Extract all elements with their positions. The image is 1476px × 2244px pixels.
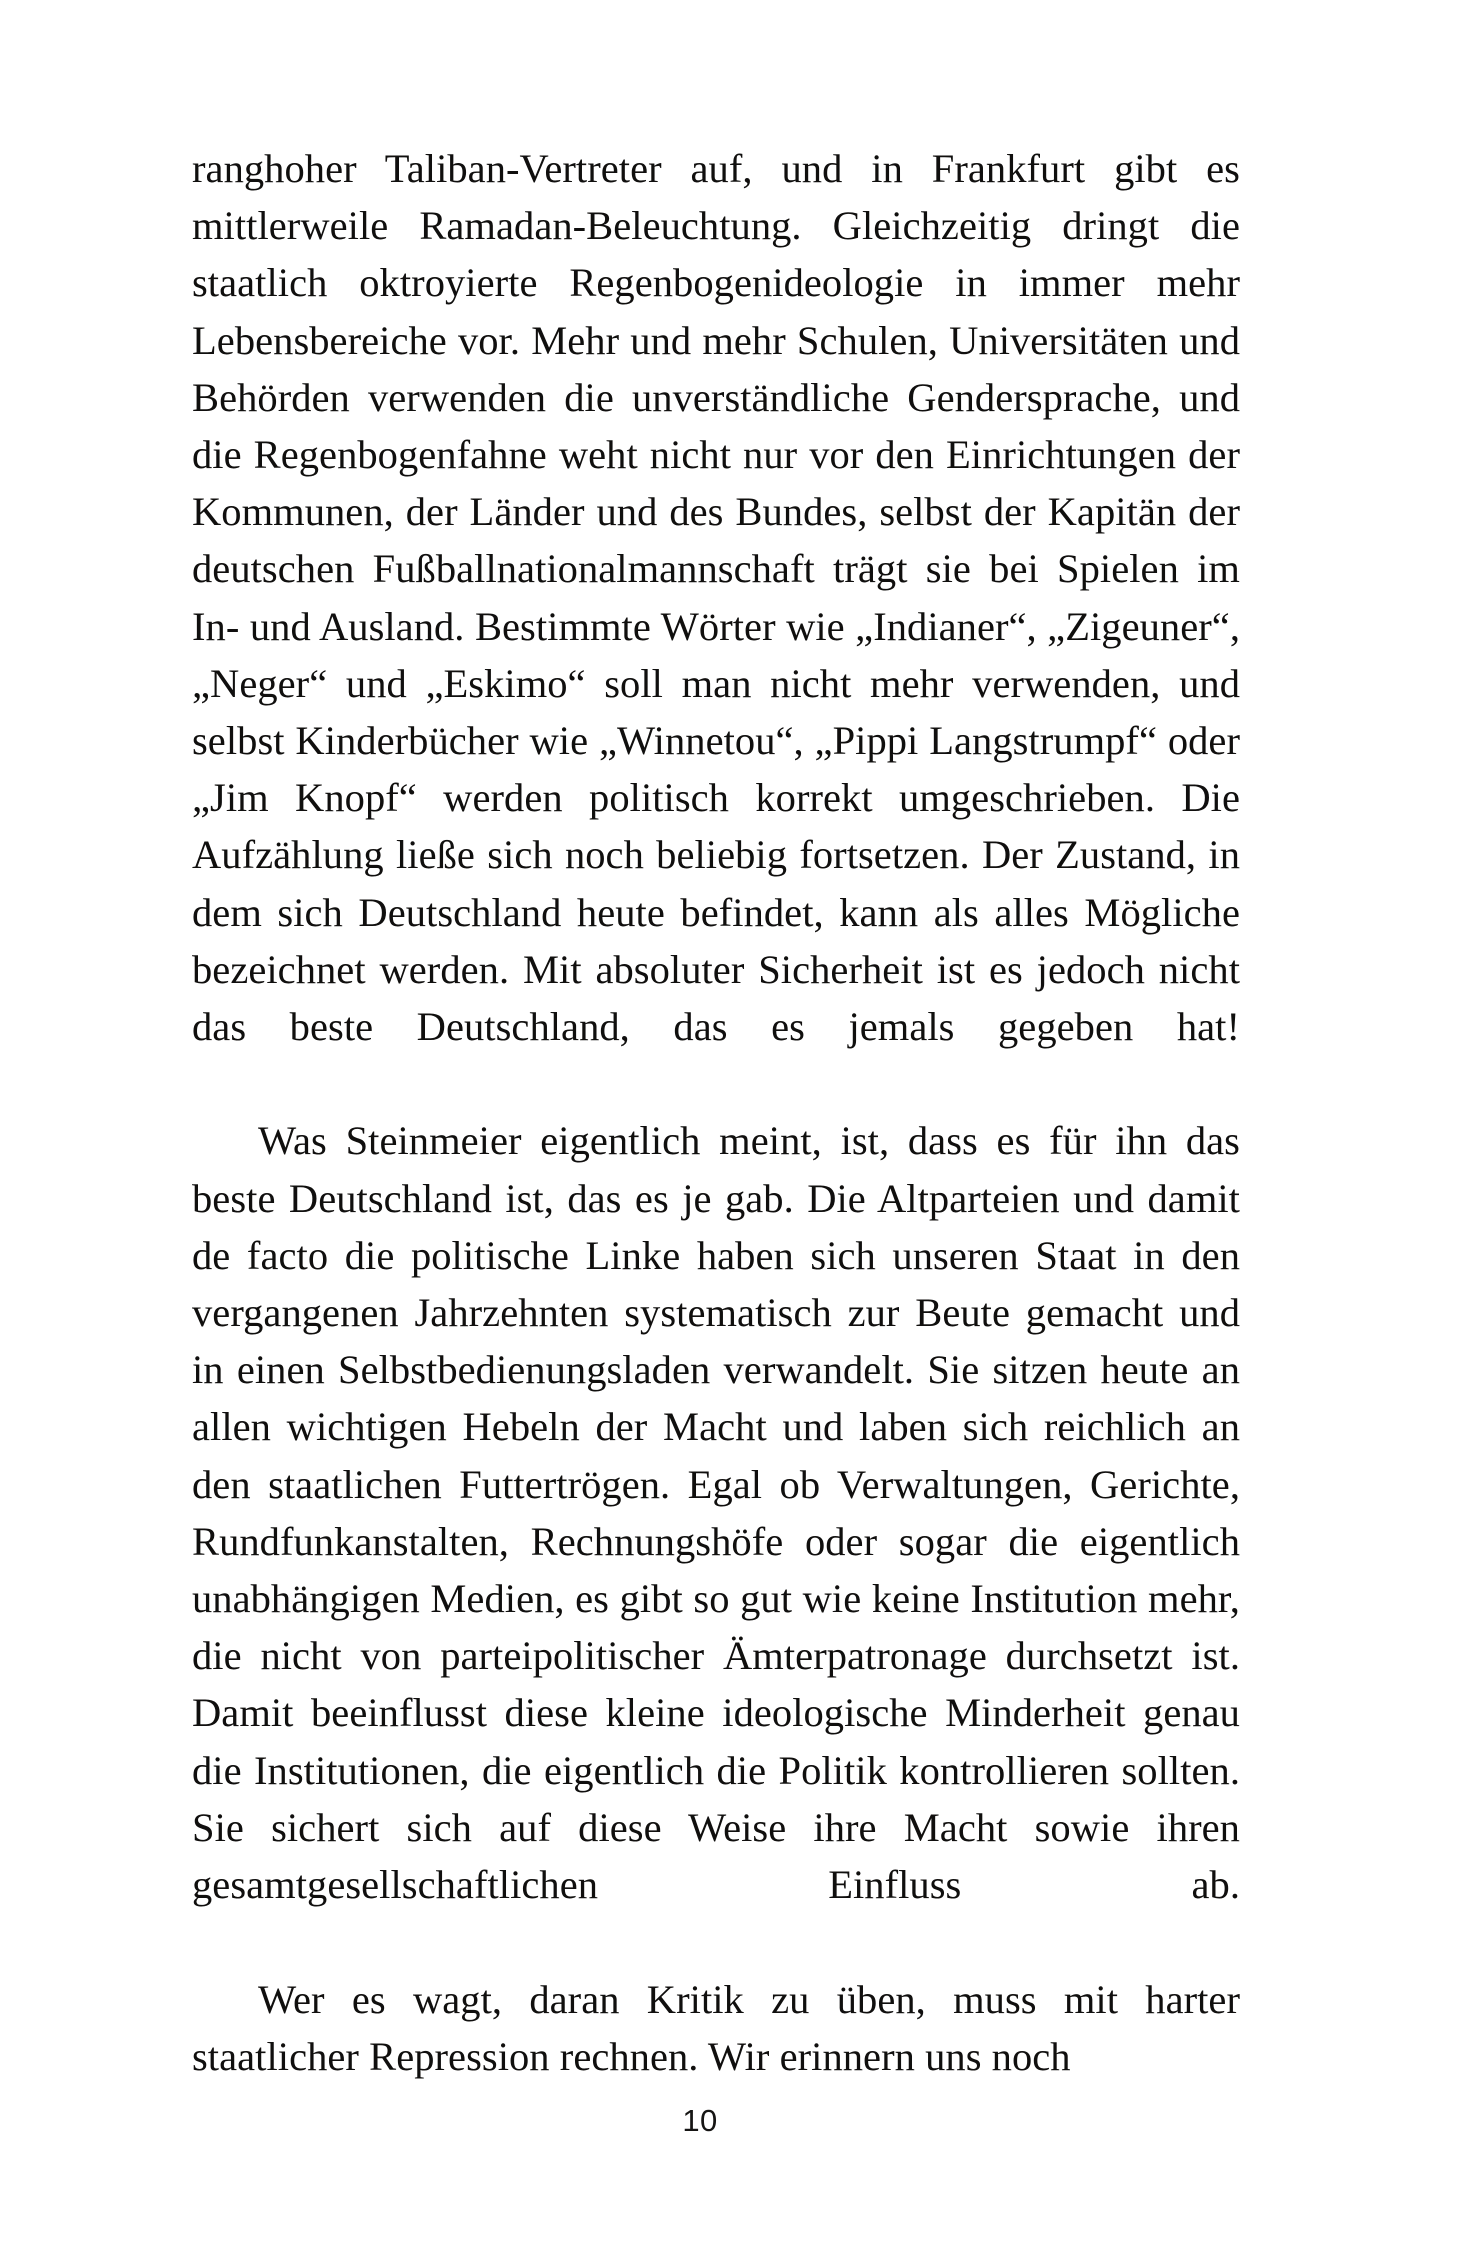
page-number: [0, 2104, 1476, 2138]
page-number-value: 10: [682, 2103, 718, 2138]
paragraph-continuation: ranghoher Taliban-Vertreter auf, und in Frankfurt gibt es mittlerweile Ramadan-Beleuchtung. Gleichzeitig dringt die staatlich oktroyierte Regenbogenideologie in immer mehr Lebensbereiche vor. Mehr und mehr Schulen, Universitäten und Behörden verwenden die unverständliche Gendersprache, und die Regenbogenfahne weht nicht nur vor den Einrichtungen der Kommunen, der Länder und des Bundes, selbst der Kapitän der deutschen Fußballnationalmannschaft trägt sie bei Spielen im In- und Ausland. Bestimmte Wörter wie „Indianer“, „Zigeuner“, „Neger“ und „Eskimo“ soll man nicht mehr verwenden, und selbst Kinderbücher wie „Winnetou“, „Pippi Langstrumpf“ oder „Jim Knopf“ werden politisch korrekt umgeschrieben. Die Aufzählung ließe sich noch beliebig fortsetzen. Der Zustand, in dem sich Deutschland heute befindet, kann als alles Mögliche bezeichnet werden. Mit absoluter Sicherheit ist es jedoch nicht das beste Deutschland, das es jemals gegeben hat!: [192, 146, 1240, 1050]
paragraph-steinmeier: Was Steinmeier eigentlich meint, ist, dass es für ihn das beste Deutschland ist, das es je gab. Die Altparteien und damit de facto die politische Linke haben sich unseren Staat in den vergangenen Jahrzehnten systematisch zur Beute gemacht und in einen Selbstbedienungsladen verwandelt. Sie sitzen heute an allen wichtigen Hebeln der Macht und laben sich reichlich an den staatlichen Futtertrögen. Egal ob Verwaltungen, Gerichte, Rundfunkanstalten, Rechnungshöfe oder sogar die eigentlich unabhängigen Medien, es gibt so gut wie keine Institution mehr, die nicht von parteipolitischer Ämterpatronage durchsetzt ist. Damit beeinflusst diese kleine ideologische Minderheit genau die Institutionen, die eigentlich die Politik kontrollieren sollten. Sie sichert sich auf diese Weise ihre Macht sowie ihren gesamtgesellschaftlichen Einfluss ab.: [192, 1118, 1240, 1908]
paragraph-repression: Wer es wagt, daran Kritik zu üben, muss mit harter staatlicher Repression rechnen. Wir erinnern uns noch: [192, 1976, 1240, 2079]
page-text-block: [192, 140, 1240, 2085]
